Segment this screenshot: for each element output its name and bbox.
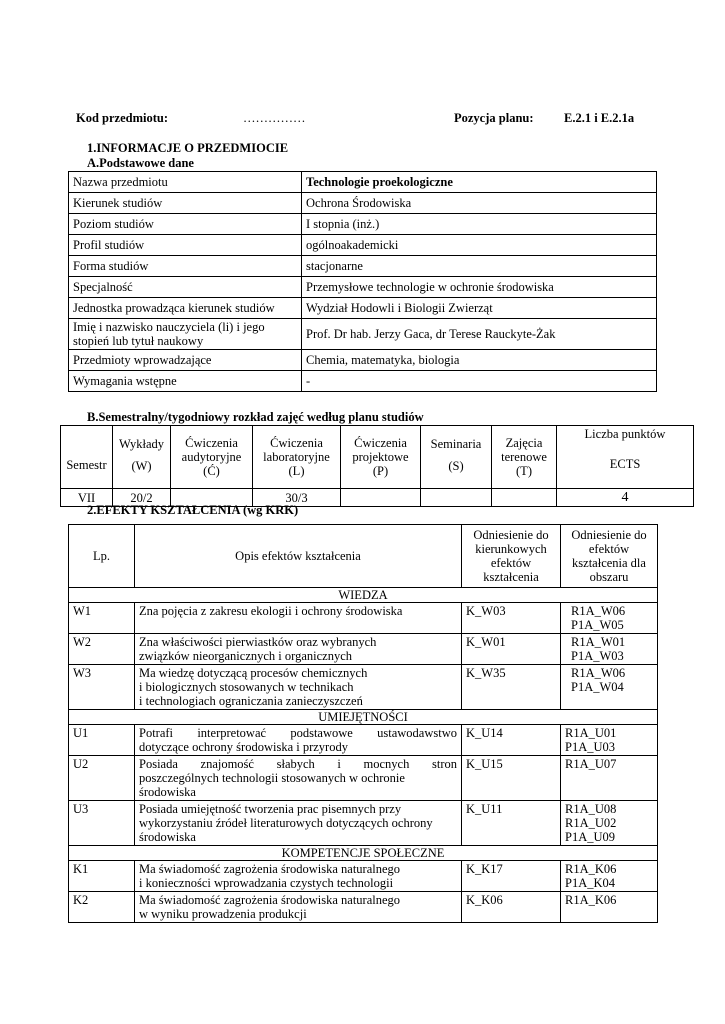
opis-line: Ma wiedzę dotyczącą procesów chemicznych bbox=[139, 666, 368, 680]
table-row bbox=[69, 277, 657, 298]
obszar-cell bbox=[561, 801, 658, 846]
obszar-code: R1A_U02 bbox=[565, 816, 617, 830]
header-obszar bbox=[561, 525, 658, 588]
table-row bbox=[69, 193, 657, 214]
header-cw-aud bbox=[171, 426, 253, 489]
label-cell: Kierunek studiów bbox=[69, 193, 302, 214]
lp-cell: W2 bbox=[69, 634, 135, 665]
table-row bbox=[69, 319, 657, 350]
opis-line: i konieczności wprowadzania czystych technologii bbox=[139, 876, 394, 890]
header-lp: Lp. bbox=[69, 525, 135, 588]
obszar-cell bbox=[561, 756, 658, 801]
section-heading: WIEDZA bbox=[69, 588, 658, 603]
opis-line: Posiada znajomość słabych i mocnych stron bbox=[139, 757, 457, 771]
header-kierunkowe bbox=[462, 525, 561, 588]
value-cell: Chemia, matematyka, biologia bbox=[302, 350, 657, 371]
label-cell: Wymagania wstępne bbox=[69, 371, 302, 392]
opis-line: Potrafi interpretować podstawowe ustawodawstwo bbox=[139, 726, 457, 740]
opis-cell bbox=[135, 801, 462, 846]
seminaria-cell bbox=[421, 489, 492, 507]
obszar-code: P1A_W04 bbox=[571, 680, 624, 694]
table-row bbox=[69, 235, 657, 256]
kier-cell: K_K17 bbox=[462, 861, 561, 892]
label-cell: Poziom studiów bbox=[69, 214, 302, 235]
header-line: kształcenia bbox=[483, 570, 539, 584]
opis-line: Posiada umiejętność tworzenia prac pisemnych przy bbox=[139, 802, 402, 816]
label-line: stopień lub tytuł naukowy bbox=[73, 334, 204, 348]
opis-line: środowiska bbox=[139, 830, 196, 844]
header-line: kształcenia dla bbox=[572, 556, 646, 570]
lp-cell: U2 bbox=[69, 756, 135, 801]
header-cw-lab bbox=[253, 426, 341, 489]
value-cell: Wydział Hodowli i Biologii Zwierząt bbox=[302, 298, 657, 319]
obszar-code: P1A_W03 bbox=[571, 649, 624, 663]
value-cell: I stopnia (inż.) bbox=[302, 214, 657, 235]
semestr-cell: VII bbox=[61, 489, 113, 507]
header-zajecia bbox=[492, 426, 557, 489]
opis-cell bbox=[135, 892, 462, 923]
zajecia-cell bbox=[492, 489, 557, 507]
label-cell: Forma studiów bbox=[69, 256, 302, 277]
obszar-code: P1A_U09 bbox=[565, 830, 616, 844]
schedule-table bbox=[60, 425, 694, 507]
header-line: Zajęcia bbox=[505, 436, 543, 450]
opis-cell bbox=[135, 725, 462, 756]
obszar-code: R1A_W06 bbox=[571, 666, 626, 680]
opis-line: związków nieorganicznych i organicznych bbox=[139, 649, 352, 663]
header-abbr: (T) bbox=[516, 464, 532, 478]
table-row bbox=[69, 350, 657, 371]
opis-cell bbox=[135, 756, 462, 801]
header-line: ECTS bbox=[609, 457, 641, 471]
header-line: terenowe bbox=[501, 450, 547, 464]
obszar-cell bbox=[561, 665, 658, 710]
header-abbr: (Ć) bbox=[203, 464, 220, 478]
header-abbr: (W) bbox=[131, 459, 152, 473]
opis-line: wykorzystaniu źródeł literaturowych dotyczących ochrony bbox=[139, 816, 433, 830]
table-row bbox=[69, 725, 658, 756]
table-row bbox=[69, 214, 657, 235]
wyklady-cell: 20/2 bbox=[113, 489, 171, 507]
header-wyklady bbox=[113, 426, 171, 489]
pozycja-planu-label: Pozycja planu: bbox=[454, 111, 534, 125]
header-line: Odniesienie do bbox=[473, 528, 549, 542]
obszar-code: P1A_U03 bbox=[565, 740, 616, 754]
lp-cell: W3 bbox=[69, 665, 135, 710]
kier-cell: K_W01 bbox=[462, 634, 561, 665]
table-row bbox=[69, 256, 657, 277]
opis-line: dotyczące ochrony środowiska i przyrody bbox=[139, 740, 348, 754]
opis-line: Ma świadomość zagrożenia środowiska naturalnego bbox=[139, 893, 401, 907]
outcomes-table bbox=[68, 524, 658, 923]
section1-subB: B.Semestralny/tygodniowy rozkład zajęć według planu studiów bbox=[87, 410, 424, 424]
section1-subA: A.Podstawowe dane bbox=[87, 156, 194, 170]
obszar-code: R1A_U07 bbox=[565, 757, 617, 771]
lp-cell: W1 bbox=[69, 603, 135, 634]
kier-cell: K_W35 bbox=[462, 665, 561, 710]
obszar-code: R1A_U08 bbox=[565, 802, 617, 816]
basic-data-table bbox=[68, 171, 657, 392]
opis-line: i technologiach ograniczania zanieczyszczeń bbox=[139, 694, 363, 708]
header-line: Seminaria bbox=[430, 437, 482, 451]
header-abbr: (S) bbox=[448, 459, 464, 473]
header-line: laboratoryjne bbox=[263, 450, 330, 464]
opis-line: w wyniku prowadzenia produkcji bbox=[139, 907, 307, 921]
obszar-cell bbox=[561, 861, 658, 892]
header-opis: Opis efektów kształcenia bbox=[135, 525, 462, 588]
header-abbr: (L) bbox=[288, 464, 305, 478]
value-cell: stacjonarne bbox=[302, 256, 657, 277]
header-semestr: Semestr bbox=[61, 426, 113, 489]
header-line: efektów bbox=[588, 542, 630, 556]
label-cell: Specjalność bbox=[69, 277, 302, 298]
value-cell: - bbox=[302, 371, 657, 392]
kier-cell: K_W03 bbox=[462, 603, 561, 634]
ects-cell: 4 bbox=[557, 489, 694, 507]
header-line: obszaru bbox=[589, 570, 629, 584]
kod-przedmiotu-label: Kod przedmiotu: bbox=[76, 111, 169, 125]
opis-cell: Zna pojęcia z zakresu ekologii i ochrony środowiska bbox=[135, 603, 462, 634]
header-line: kierunkowych bbox=[475, 542, 547, 556]
kier-cell: K_U15 bbox=[462, 756, 561, 801]
obszar-code: P1A_K04 bbox=[565, 876, 616, 890]
obszar-code: P1A_W05 bbox=[571, 618, 624, 632]
obszar-cell bbox=[561, 603, 658, 634]
obszar-code: R1A_W06 bbox=[571, 604, 626, 618]
value-cell: Ochrona Środowiska bbox=[302, 193, 657, 214]
kier-cell: K_K06 bbox=[462, 892, 561, 923]
kod-przedmiotu-value: …………… bbox=[243, 111, 306, 125]
cw-proj-cell bbox=[341, 489, 421, 507]
section-heading: UMIEJĘTNOŚCI bbox=[69, 710, 658, 725]
table-row bbox=[69, 801, 658, 846]
table-row bbox=[69, 603, 658, 634]
label-cell: Nazwa przedmiotu bbox=[69, 172, 302, 193]
schedule-header-row bbox=[61, 426, 694, 489]
outcomes-header-row bbox=[69, 525, 658, 588]
header-ects bbox=[557, 426, 694, 489]
opis-cell bbox=[135, 665, 462, 710]
label-line: Imię i nazwisko nauczyciela (li) i jego bbox=[73, 320, 265, 334]
label-cell: Przedmioty wprowadzające bbox=[69, 350, 302, 371]
pozycja-planu-value: E.2.1 i E.2.1a bbox=[564, 111, 635, 125]
table-row bbox=[69, 172, 657, 193]
header-line: Liczba punktów bbox=[584, 427, 666, 441]
header-abbr: (P) bbox=[372, 464, 389, 478]
lp-cell: U3 bbox=[69, 801, 135, 846]
lp-cell: K2 bbox=[69, 892, 135, 923]
table-row bbox=[69, 371, 657, 392]
header-seminaria bbox=[421, 426, 492, 489]
opis-line: Zna właściwości pierwiastków oraz wybranych bbox=[139, 635, 377, 649]
obszar-cell bbox=[561, 634, 658, 665]
obszar-cell bbox=[561, 725, 658, 756]
label-cell: Jednostka prowadząca kierunek studiów bbox=[69, 298, 302, 319]
obszar-cell bbox=[561, 892, 658, 923]
kier-cell: K_U11 bbox=[462, 801, 561, 846]
value-cell: Technologie proekologiczne bbox=[302, 172, 657, 193]
opis-cell bbox=[135, 634, 462, 665]
header-cw-proj bbox=[341, 426, 421, 489]
header-line: Wykłady bbox=[118, 437, 165, 451]
lp-cell: K1 bbox=[69, 861, 135, 892]
header-line: Odniesienie do bbox=[571, 528, 647, 542]
table-row bbox=[69, 634, 658, 665]
kier-cell: K_U14 bbox=[462, 725, 561, 756]
header-line: audytoryjne bbox=[181, 450, 242, 464]
obszar-code: R1A_W01 bbox=[571, 635, 626, 649]
opis-cell bbox=[135, 861, 462, 892]
section-heading: KOMPETENCJE SPOŁECZNE bbox=[69, 846, 658, 861]
opis-line: środowiska bbox=[139, 785, 196, 799]
opis-line: i biologicznych stosowanych w technikach bbox=[139, 680, 354, 694]
obszar-code: R1A_K06 bbox=[565, 862, 617, 876]
table-row bbox=[69, 756, 658, 801]
table-row bbox=[69, 665, 658, 710]
obszar-code: R1A_K06 bbox=[565, 893, 617, 907]
section2-title: 2.EFEKTY KSZTAŁCENIA (wg KRK) bbox=[87, 503, 299, 517]
header-line: projektowe bbox=[352, 450, 409, 464]
header-line: Ćwiczenia bbox=[354, 436, 407, 450]
value-cell: Przemysłowe technologie w ochronie środowiska bbox=[302, 277, 657, 298]
section-row-kompetencje bbox=[69, 846, 658, 861]
table-row bbox=[69, 892, 658, 923]
value-cell: Prof. Dr hab. Jerzy Gaca, dr Terese Rauckyte-Żak bbox=[302, 319, 657, 350]
header-line: efektów bbox=[490, 556, 532, 570]
obszar-code: R1A_U01 bbox=[565, 726, 617, 740]
cw-lab-cell: 30/3 bbox=[253, 489, 341, 507]
header-line: Ćwiczenia bbox=[185, 436, 238, 450]
section-row-wiedza bbox=[69, 588, 658, 603]
opis-line: poszczególnych technologii stosowanych w ochronie bbox=[139, 771, 405, 785]
table-row bbox=[69, 861, 658, 892]
value-cell: ogólnoakademicki bbox=[302, 235, 657, 256]
section-row-umiejetnosci bbox=[69, 710, 658, 725]
section1-title: 1.INFORMACJE O PRZEDMIOCIE bbox=[87, 141, 289, 155]
opis-line: Ma świadomość zagrożenia środowiska naturalnego bbox=[139, 862, 401, 876]
label-cell bbox=[69, 319, 302, 350]
header-line: Ćwiczenia bbox=[270, 436, 323, 450]
table-row bbox=[69, 298, 657, 319]
label-cell: Profil studiów bbox=[69, 235, 302, 256]
lp-cell: U1 bbox=[69, 725, 135, 756]
